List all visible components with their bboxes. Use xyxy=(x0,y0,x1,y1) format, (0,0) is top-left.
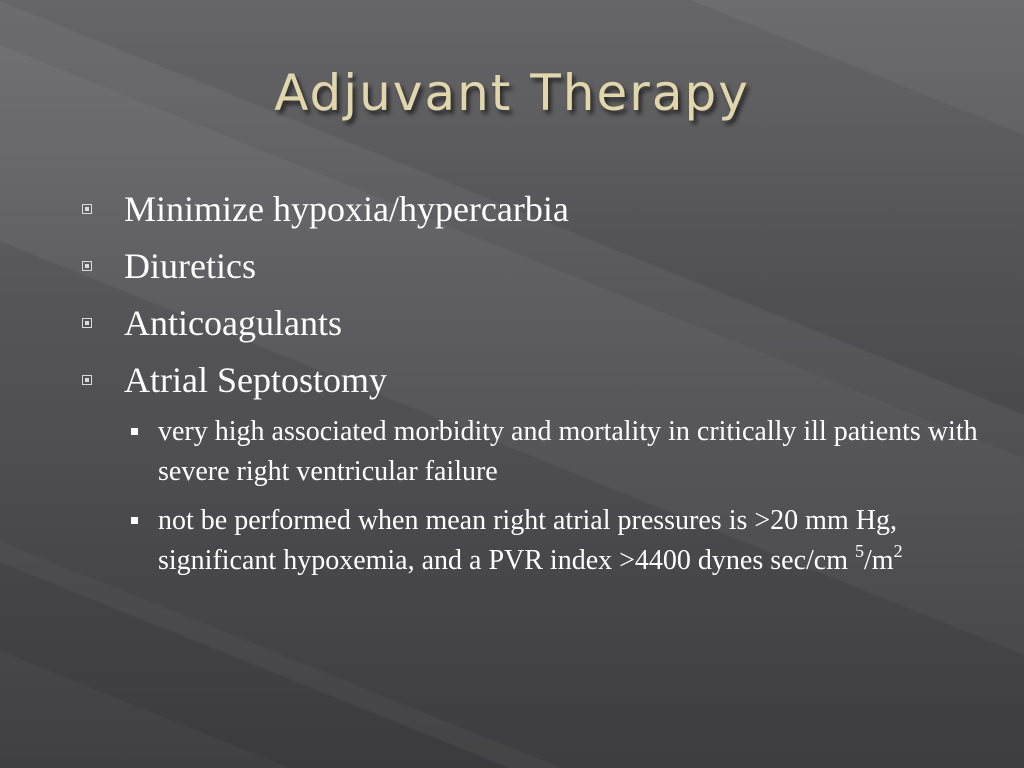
bullet-text: Atrial Septostomy xyxy=(124,360,387,400)
bullet-list xyxy=(80,186,980,590)
filled-square-bullet-icon xyxy=(131,517,138,524)
bullet-text: Diuretics xyxy=(124,246,256,286)
square-bullet-icon xyxy=(82,204,92,214)
superscript-exponent: 5 xyxy=(855,541,864,561)
sub-bullet-item xyxy=(126,412,980,492)
square-bullet-icon xyxy=(82,375,92,385)
square-bullet-icon xyxy=(82,318,92,328)
bullet-item xyxy=(80,186,980,232)
bullet-text: Minimize hypoxia/hypercarbia xyxy=(124,189,569,229)
sub-bullet-text-main: not be performed when mean right atrial pressures is >20 mm Hg, significant hypoxemia, and a PVR index >4400 dynes sec/cm xyxy=(158,505,897,576)
bullet-item xyxy=(80,243,980,289)
bullet-item xyxy=(80,357,980,403)
sub-bullet-text xyxy=(158,505,903,576)
square-bullet-icon xyxy=(82,261,92,271)
filled-square-bullet-icon xyxy=(131,428,138,435)
sub-bullet-text: very high associated morbidity and mortality in critically ill patients with severe right ventricular failure xyxy=(158,416,978,487)
sub-bullet-item xyxy=(126,501,980,581)
bullet-text: Anticoagulants xyxy=(124,303,342,343)
unit-text: /m xyxy=(864,545,894,576)
bullet-item xyxy=(80,300,980,346)
sub-bullet-list xyxy=(126,412,980,581)
slide-title: Adjuvant Therapy xyxy=(274,64,750,122)
superscript-exponent: 2 xyxy=(893,541,903,561)
